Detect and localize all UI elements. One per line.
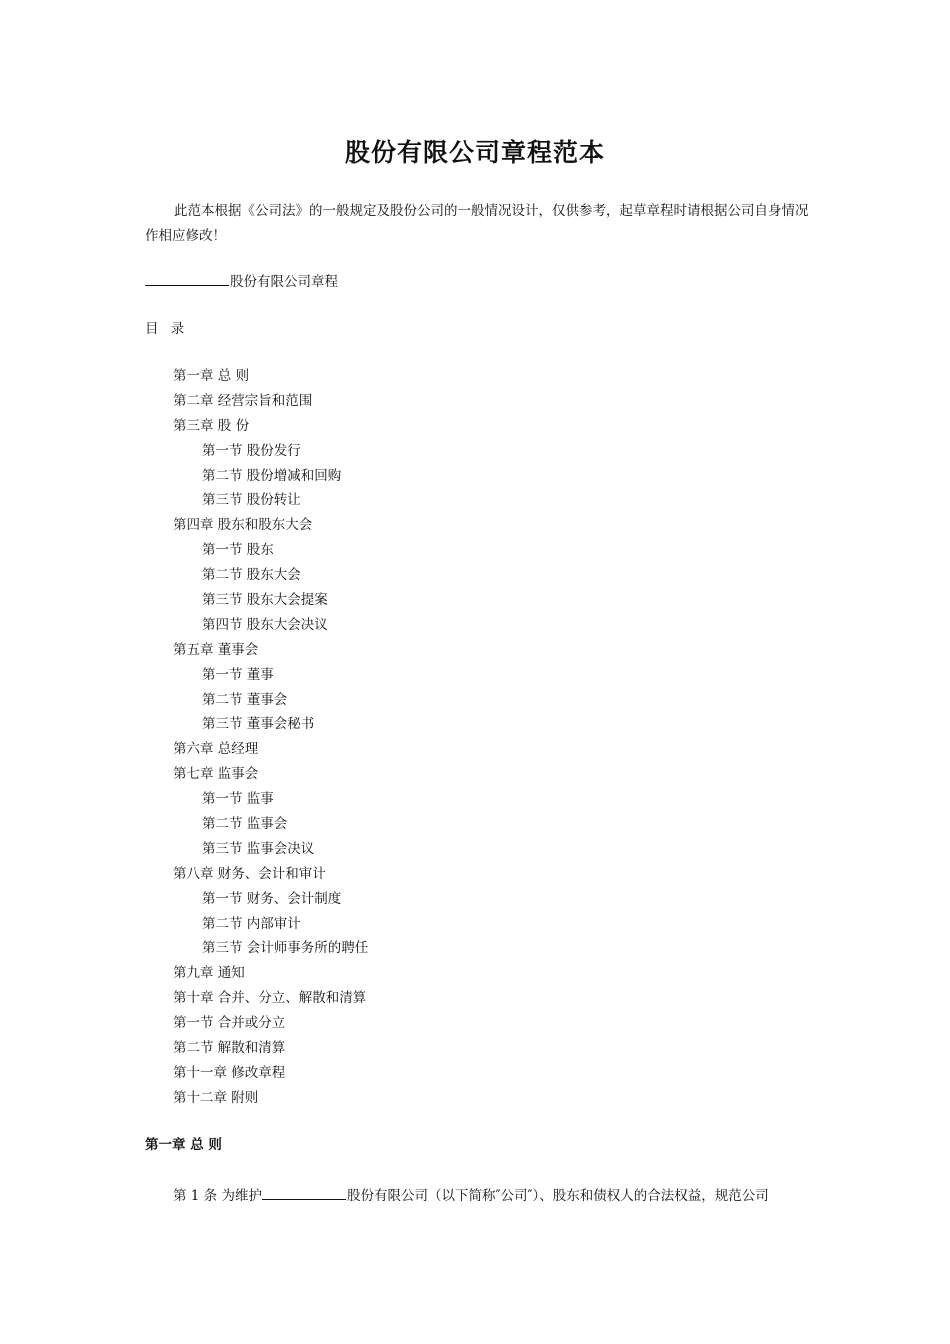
charter-name-line bbox=[145, 270, 338, 293]
toc-chapter-item: 第二节 解散和清算 bbox=[173, 1040, 286, 1057]
toc-chapter-item: 第三章 股 份 bbox=[173, 417, 250, 434]
toc-section-item: 第三节 董事会秘书 bbox=[202, 716, 315, 733]
toc-section-item: 第一节 股东 bbox=[202, 542, 274, 559]
toc-chapter-item: 第十二章 附则 bbox=[173, 1089, 259, 1106]
toc-section-item: 第二节 内部审计 bbox=[202, 915, 301, 932]
toc-section-item: 第三节 会计师事务所的聘任 bbox=[202, 940, 369, 957]
toc-chapter-item: 第六章 总经理 bbox=[173, 741, 259, 758]
toc-section-item: 第一节 股份发行 bbox=[202, 442, 301, 459]
charter-name-suffix: 股份有限公司章程 bbox=[230, 274, 338, 290]
company-name-blank bbox=[145, 270, 229, 286]
article-1-text: 股份有限公司（以下简称″公司″）、股东和债权人的合法权益，规范公司 bbox=[346, 1188, 769, 1204]
toc-chapter-item: 第四章 股东和股东大会 bbox=[173, 517, 313, 534]
table-of-contents bbox=[173, 364, 368, 1111]
toc-section-item: 第三节 股份转让 bbox=[202, 492, 301, 509]
toc-section-item: 第二节 董事会 bbox=[202, 691, 288, 708]
toc-chapter-item: 第五章 董事会 bbox=[173, 641, 259, 658]
article-1-prefix: 第 1 条 为维护 bbox=[173, 1188, 262, 1204]
document-title: 股份有限公司章程范本 bbox=[344, 138, 605, 167]
toc-chapter-item: 第二章 经营宗旨和范围 bbox=[173, 392, 313, 409]
toc-section-item: 第四节 股东大会决议 bbox=[202, 616, 328, 633]
toc-chapter-item: 第一章 总 则 bbox=[173, 368, 250, 384]
toc-chapter-item: 第十一章 修改章程 bbox=[173, 1064, 286, 1081]
toc-section-item: 第一节 财务、会计制度 bbox=[202, 890, 342, 907]
toc-section-item: 第二节 股份增减和回购 bbox=[202, 467, 342, 484]
toc-section-item: 第一节 监事 bbox=[202, 791, 274, 808]
toc-section-item: 第三节 监事会决议 bbox=[202, 840, 315, 857]
intro-paragraph: 此范本根据《公司法》的一般规定及股份公司的一般情况设计，仅供参考，起草章程时请根据公司自身情况作相应修改！ bbox=[145, 203, 809, 244]
article-1 bbox=[173, 1184, 769, 1207]
toc-chapter-item: 第十章 合并、分立、解散和清算 bbox=[173, 990, 367, 1007]
toc-chapter-item: 第八章 财务、会计和审计 bbox=[173, 865, 326, 882]
toc-section-item: 第一节 董事 bbox=[202, 666, 274, 683]
toc-chapter-item: 第七章 监事会 bbox=[173, 766, 259, 783]
chapter-1-heading: 第一章 总 则 bbox=[145, 1137, 222, 1153]
toc-chapter-item: 第九章 通知 bbox=[173, 965, 245, 982]
toc-section-item: 第二节 股东大会 bbox=[202, 567, 301, 584]
company-name-blank bbox=[262, 1184, 346, 1200]
toc-chapter-item: 第一节 合并或分立 bbox=[173, 1015, 286, 1032]
toc-section-item: 第二节 监事会 bbox=[202, 816, 288, 833]
toc-section-item: 第三节 股东大会提案 bbox=[202, 592, 328, 609]
toc-heading: 目 录 bbox=[145, 321, 189, 337]
